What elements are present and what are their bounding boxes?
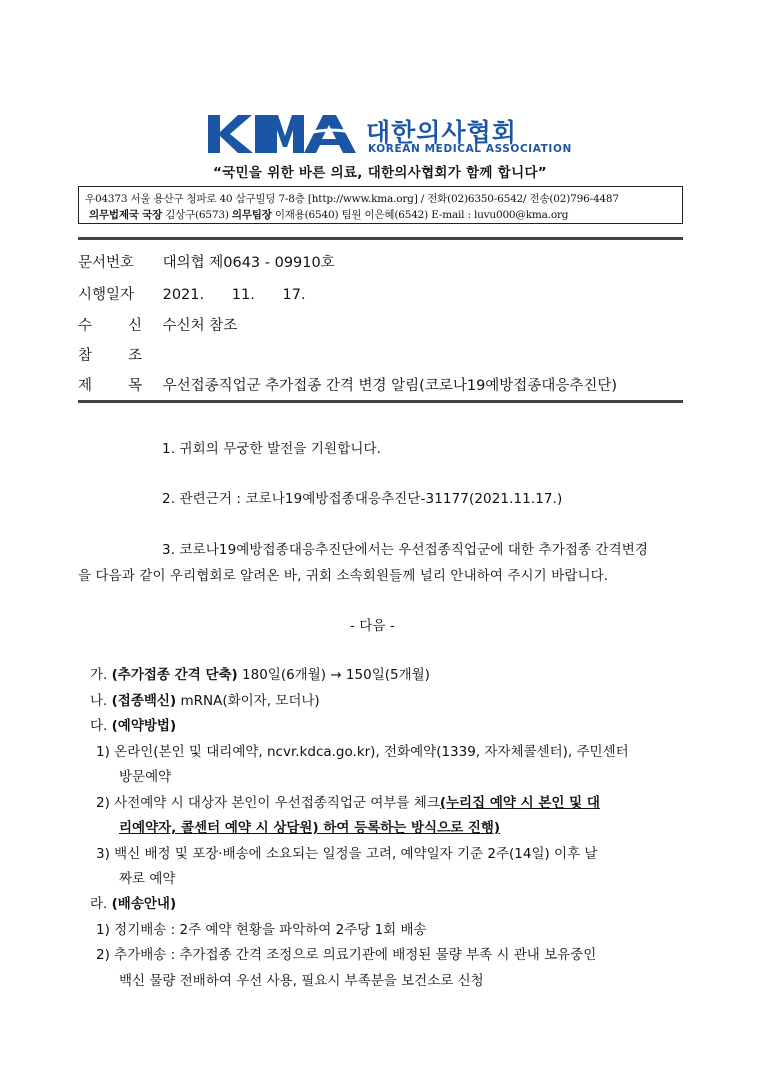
recipient-value: 수신처 참조 — [162, 318, 238, 334]
item-na-title: (접종백신) — [111, 693, 177, 709]
item-ra-1: 1) 정기배송 : 2주 예약 현황을 파악하여 2주당 1회 배송 — [96, 922, 427, 938]
item-da-1-cont: 방문예약 — [119, 769, 172, 785]
contact-box — [78, 186, 683, 224]
kma-logo — [208, 112, 572, 156]
separator-heading: - 다음 - — [350, 618, 396, 634]
header-bottom-rule — [78, 400, 683, 403]
item-ra-prefix: 라. — [90, 896, 108, 912]
item-na — [90, 689, 320, 709]
item-da-2-text: 2) 사전예약 시 대상자 본인이 우선접종직업군 여부를 체크 — [96, 795, 440, 811]
item-na-text: mRNA(화이자, 모더나) — [180, 693, 320, 709]
kma-english-name: KOREAN MEDICAL ASSOCIATION — [368, 143, 572, 155]
subject-label: 제목 — [78, 378, 179, 394]
item-da-3-cont: 짜로 예약 — [119, 871, 176, 887]
item-ga-text: 180일(6개월) → 150일(5개월) — [242, 667, 430, 683]
dept-person: 김상구(6573) — [165, 209, 229, 221]
item-ra — [90, 892, 176, 912]
item-ra-2: 2) 추가배송 : 추가접종 간격 조정으로 의료기관에 배정된 물량 부족 시 관내 보유중인 — [96, 947, 597, 963]
header-top-rule — [78, 237, 683, 240]
team-label: 의무팀장 — [231, 209, 272, 221]
doc-number-label: 문서번호 — [78, 255, 135, 271]
subject-value: 우선접종직업군 추가접종 간격 변경 알림(코로나19예방접종대응추진단) — [162, 378, 618, 394]
paragraph-3-line-2: 을 다음과 같이 우리협회로 알려온 바, 귀회 소속회원들께 널리 안내하여 주시기 바랍니다. — [78, 568, 609, 584]
item-da-prefix: 다. — [90, 718, 108, 734]
recipient-label: 수신 — [78, 318, 179, 334]
reference-row — [78, 344, 179, 365]
reference-label: 참조 — [78, 348, 179, 364]
recipient-row — [78, 314, 237, 335]
item-da-2-emphasis: (누리집 예약 시 본인 및 대 — [439, 795, 600, 811]
kma-korean-name: 대한의사협회 — [366, 118, 517, 147]
item-ga — [90, 663, 430, 683]
subject-row — [78, 374, 617, 395]
kma-letters-mark — [208, 112, 358, 156]
paragraph-2: 2. 관련근거 : 코로나19예방접종대응추진단-31177(2021.11.17.) — [162, 491, 563, 507]
paragraph-3-line-1: 3. 코로나19예방접종대응추진단에서는 우선접종직업군에 대한 추가접종 간격변경 — [162, 542, 649, 558]
slogan: “국민을 위한 바른 의료, 대한의사협회가 함께 합니다” — [213, 165, 547, 181]
date-label: 시행일자 — [78, 287, 135, 303]
item-ga-title: (추가접종 간격 단축) — [111, 667, 238, 683]
paragraph-1: 1. 귀회의 무궁한 발전을 기원합니다. — [162, 441, 382, 457]
item-da — [90, 714, 176, 734]
item-da-title: (예약방법) — [111, 718, 177, 734]
doc-number-row — [78, 251, 335, 272]
item-na-prefix: 나. — [90, 693, 108, 709]
item-da-1: 1) 온라인(본인 및 대리예약, ncvr.kdca.go.kr), 전화예약(1339, 자자체콜센터), 주민센터 — [96, 744, 629, 760]
contact-staff-line — [89, 207, 568, 222]
item-ra-title: (배송안내) — [111, 896, 177, 912]
item-ra-2-cont: 백신 물량 전배하여 우선 사용, 필요시 부족분을 보건소로 신청 — [119, 973, 484, 989]
item-ga-prefix: 가. — [90, 667, 108, 683]
item-da-3: 3) 백신 배정 및 포장·배송에 소요되는 일정을 고려, 예약일자 기준 2주(14일) 이후 날 — [96, 846, 598, 862]
date-row — [78, 283, 306, 304]
item-da-2 — [96, 791, 600, 811]
team-members: 이재용(6540) 팀원 이은혜(6542) E-mail : luvu000@kma.org — [274, 209, 569, 221]
dept-label: 의무법제국 국장 — [89, 209, 163, 221]
date-value: 2021. 11. 17. — [162, 287, 306, 303]
item-da-2-cont: 리예약자, 콜센터 예약 시 상담원) 하여 등록하는 방식으로 진행) — [119, 820, 501, 836]
doc-number-value: 대의협 제0643 - 09910호 — [162, 255, 335, 271]
contact-address-line: 우04373 서울 용산구 청파로 40 삼구빌딩 7-8층 [http://www.kma.org] / 전화(02)6350-6542/ 전송(02)796-4487 — [85, 193, 619, 205]
